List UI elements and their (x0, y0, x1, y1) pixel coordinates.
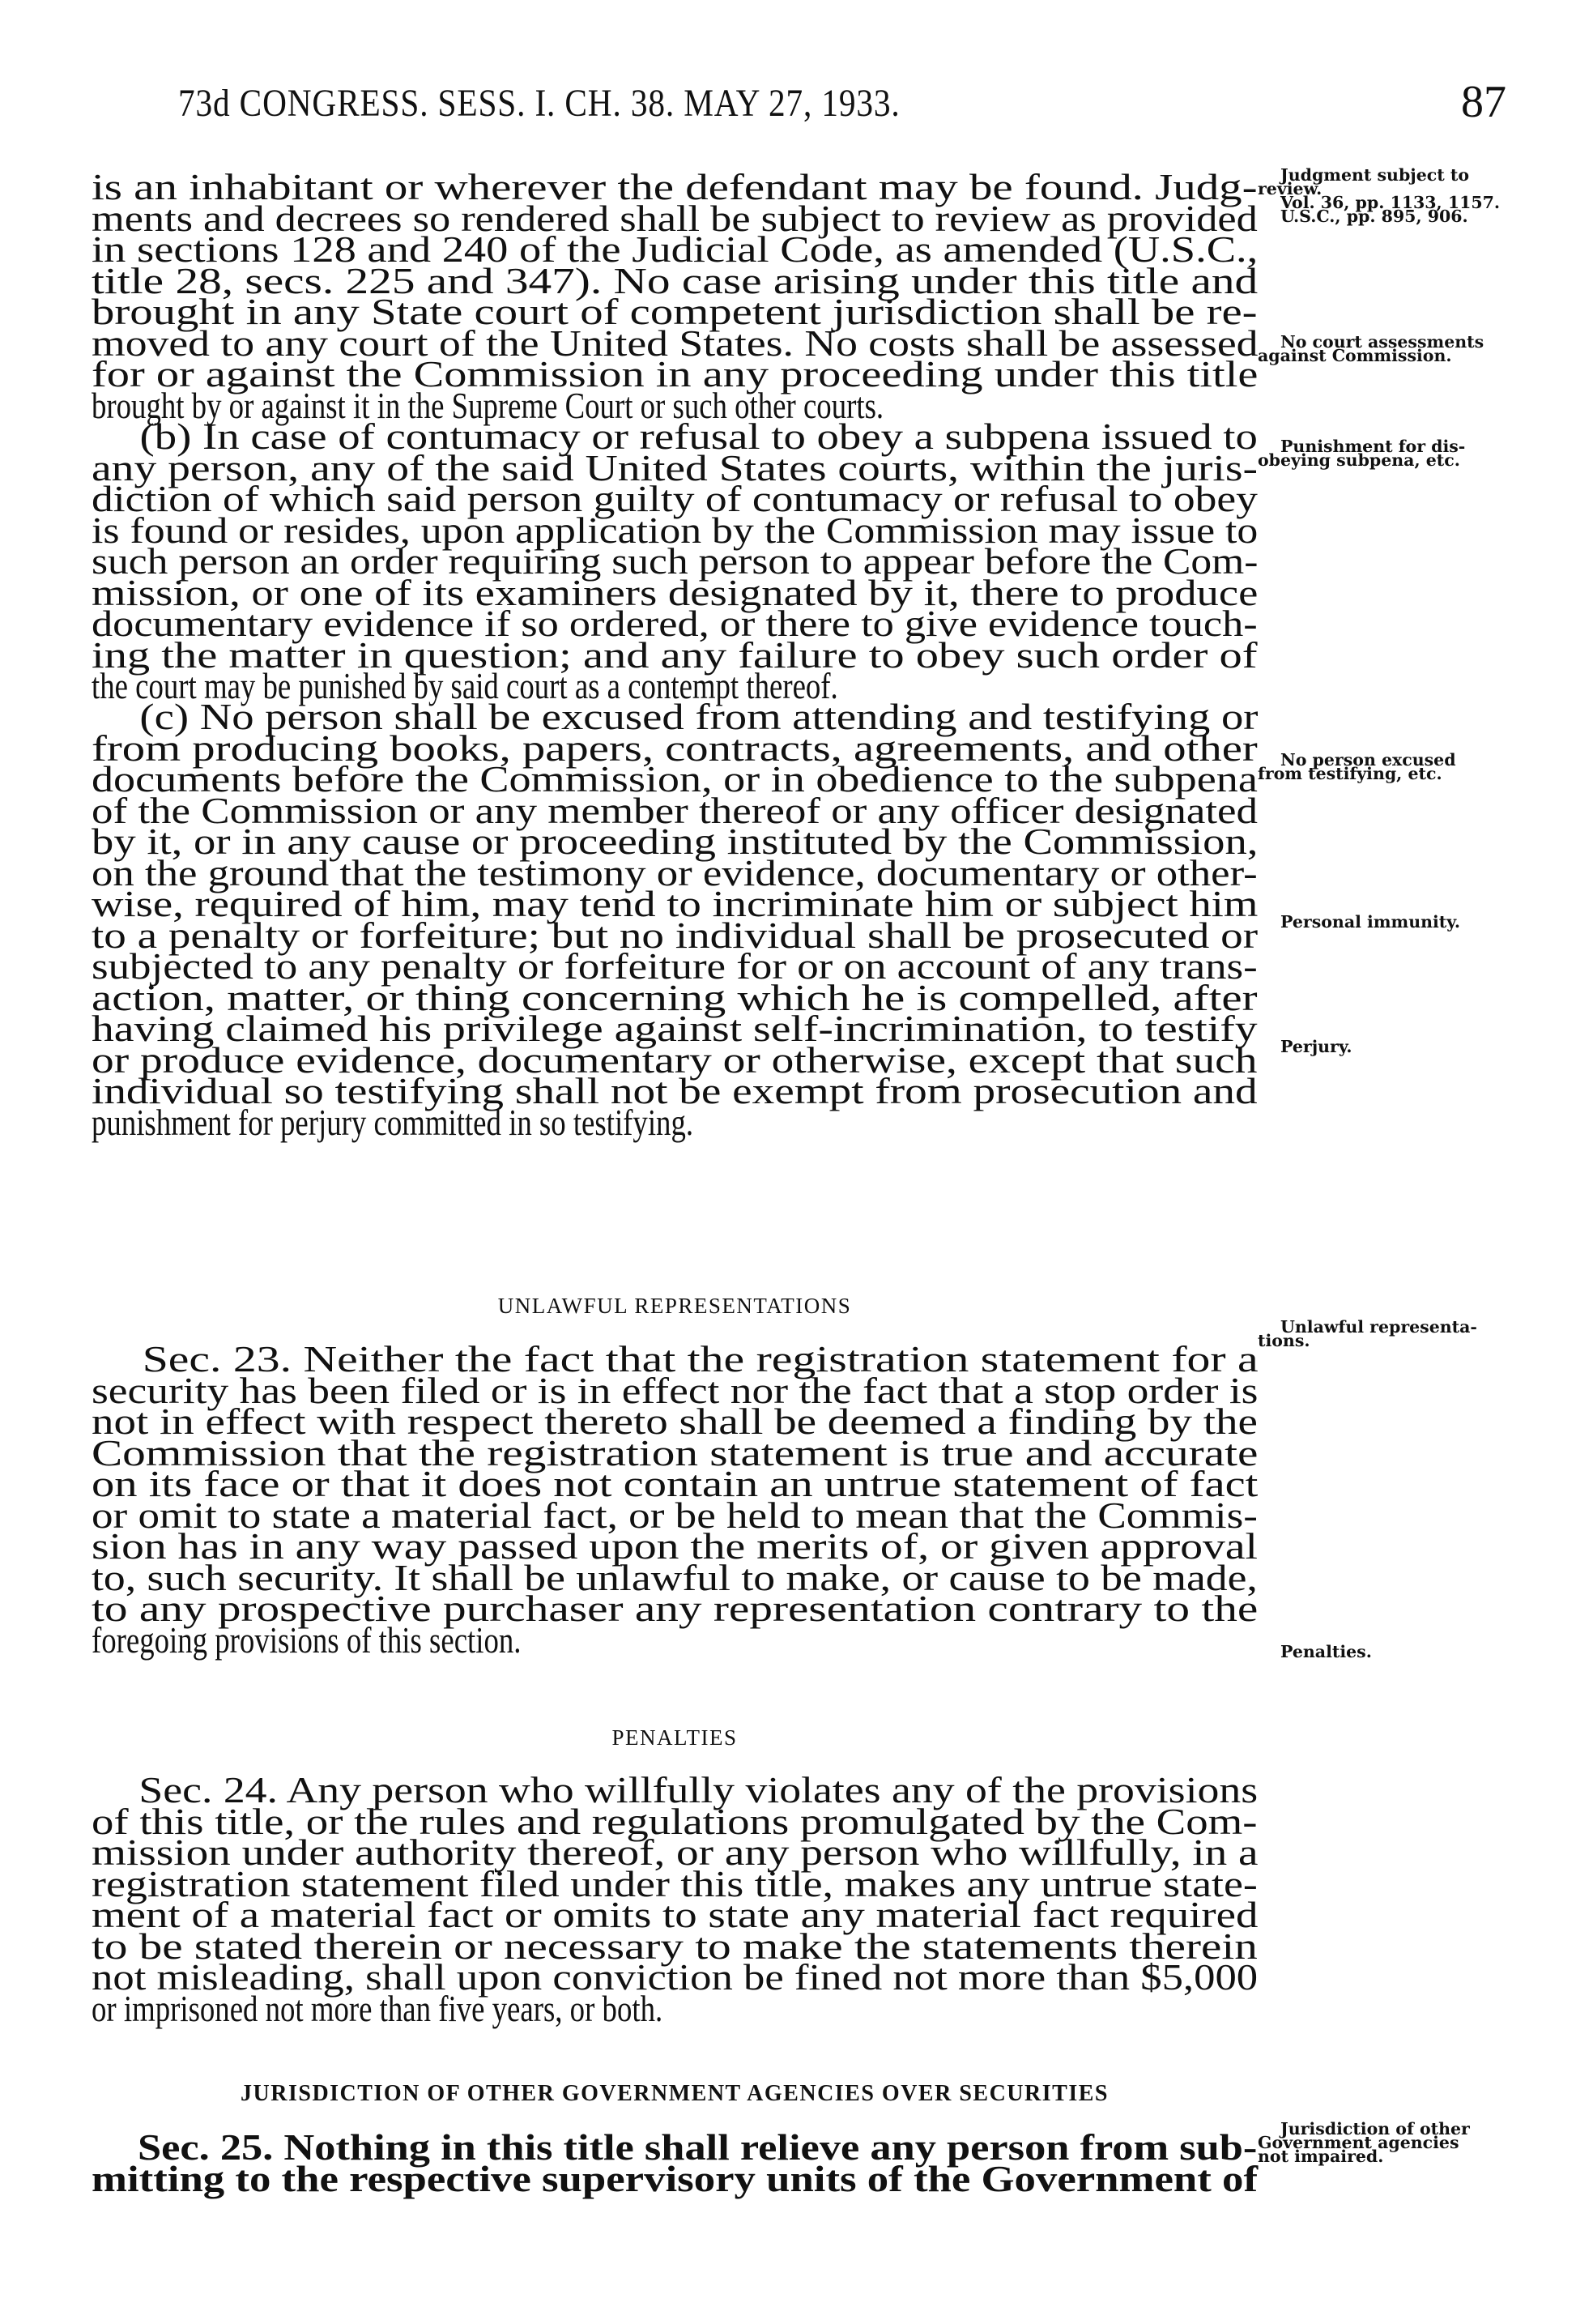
text-line: of this title, or the rules and regulations promulgated by the Com- (92, 1800, 1258, 1842)
margin-note-personal-immunity (1258, 912, 1501, 932)
section-heading-jurisdiction: JURISDICTION OF OTHER GOVERNMENT AGENCIES OVER SECURITIES (241, 2081, 1109, 2106)
text-line: or omit to state a material fact, or be held to mean that the Commis- (92, 1494, 1258, 1536)
text-line: title 28, secs. 225 and 347). No case arising under this title and (92, 259, 1259, 301)
text-line: (b) In case of contumacy or refusal to obey a subpena issued to (139, 416, 1258, 457)
margin-note-penalties (1258, 1642, 1501, 1661)
text-line: (c) No person shall be excused from attending and testifying or (139, 696, 1259, 737)
section-heading-penalties: PENALTIES (611, 1725, 738, 1750)
margin-note-unlawful-representations (1258, 1317, 1501, 1350)
text-line: sion has in any way passed upon the merits of, or given approval (92, 1525, 1258, 1567)
text-line: wise, required of him, may tend to incriminate him or subject him (92, 883, 1259, 924)
text-line: mission, or one of its examiners designated by it, there to produce (92, 571, 1259, 613)
margin-note-line: Vol. 36, pp. 1133, 1157. (1280, 193, 1501, 212)
text-line: Sec. 23. Neither the fact that the registration statement for a (142, 1338, 1259, 1379)
text-line: ments and decrees so rendered shall be subject to review as provided (92, 197, 1258, 239)
margin-note-no-court-assessments (1258, 332, 1501, 365)
text-line: the court may be punished by said court as a contempt thereof. (92, 665, 838, 706)
section-23 (92, 1338, 1259, 1661)
text-line: on the ground that the testimony or evidence, documentary or other- (92, 851, 1258, 893)
text-line: in sections 128 and 240 of the Judicial Code, as amended (U.S.C., (92, 228, 1259, 270)
margin-note-line: obeying subpena, etc. (1258, 450, 1460, 470)
text-line: brought in any State court of competent jurisdiction shall be re- (92, 291, 1258, 332)
margin-note-line: tions. (1258, 1331, 1310, 1350)
text-line: any person, any of the said United States courts, within the juris- (92, 446, 1258, 488)
text-line: foregoing provisions of this section. (92, 1618, 522, 1661)
margin-note-judgment-review (1258, 165, 1501, 226)
text-line: for or against the Commission in any proceeding under this title (92, 353, 1259, 394)
margin-note-line: not impaired. (1258, 2147, 1384, 2166)
text-line: documents before the Commission, or in obedience to the subpena (92, 758, 1258, 800)
margin-note-line: Unlawful representa- (1280, 1317, 1477, 1337)
text-line: Commission that the registration statement is true and accurate (92, 1431, 1259, 1473)
margin-note-jurisdiction (1258, 2119, 1501, 2166)
text-line: documentary evidence if so ordered, or there to give evidence touch- (92, 603, 1258, 644)
text-line: from producing books, papers, contracts, agreements, and other (92, 727, 1258, 769)
text-line: ing the matter in question; and any failure to obey such order of (92, 633, 1258, 676)
subsection-b (92, 416, 1259, 706)
margin-note-line: No court assessments (1280, 332, 1484, 352)
text-line: punishment for perjury committed in so testifying. (92, 1101, 694, 1143)
text-line: to be stated therein or necessary to make the statements therein (92, 1925, 1258, 1967)
margin-note-no-person-excused (1258, 750, 1501, 783)
text-line: to a penalty or forfeiture; but no individual shall be prosecuted or (92, 914, 1259, 956)
text-line: by it, or in any cause or proceeding instituted by the Commission, (92, 821, 1259, 862)
text-line: not in effect with respect thereto shall be deemed a finding by the (92, 1401, 1258, 1442)
text-line: Sec. 25. Nothing in this title shall relieve any person from sub- (137, 2126, 1258, 2168)
section-25 (92, 2126, 1259, 2199)
text-line: not misleading, shall upon conviction be fined not more than $5,000 (92, 1956, 1259, 1998)
text-line: registration statement filed under this title, makes any untrue state- (92, 1862, 1258, 1904)
margin-note-line: Punishment for dis- (1280, 437, 1466, 456)
text-line: ment of a material fact or omits to state any material fact required (92, 1894, 1259, 1935)
text-line: brought by or against it in the Supreme Court or such other courts. (92, 384, 884, 426)
margin-note-line: review. (1258, 179, 1323, 198)
page-number: 87 (1461, 77, 1506, 127)
margin-note-line: against Commission. (1258, 346, 1452, 365)
continuation-paragraph (92, 166, 1259, 426)
text-line: such person an order requiring such person to appear before the Com- (92, 540, 1259, 582)
margin-note-line: U.S.C., pp. 895, 906. (1280, 207, 1468, 226)
subsection-c (92, 696, 1259, 1143)
text-line: subjected to any penalty or forfeiture for or on account of any trans- (92, 945, 1258, 987)
margin-note-line: Judgment subject to (1280, 165, 1469, 185)
text-line: to, such security. It shall be unlawful to make, or cause to be made, (92, 1556, 1258, 1598)
text-line: on its face or that it does not contain an untrue statement of fact (92, 1463, 1259, 1504)
margin-note-line: Government agencies (1258, 2133, 1459, 2152)
text-line: individual so testifying shall not be exempt from prosecution and (92, 1070, 1258, 1111)
margin-note-line: Jurisdiction of other (1280, 2119, 1470, 2139)
margin-note-line: Personal immunity. (1280, 912, 1460, 932)
text-line: moved to any court of the United States. No costs shall be assessed (92, 322, 1259, 364)
margin-note-line: No person excused (1280, 750, 1456, 770)
section-24 (92, 1769, 1259, 2029)
text-line: mission under authority thereof, or any person who willfully, in a (92, 1831, 1259, 1873)
margin-note-line: from testifying, etc. (1258, 764, 1442, 783)
text-line: to any prospective purchaser any representation contrary to the (92, 1588, 1259, 1629)
text-line: security has been filed or is in effect nor the fact that a stop order is (92, 1369, 1259, 1411)
text-line: or produce evidence, documentary or otherwise, except that such (92, 1038, 1258, 1081)
margin-note-line: Perjury. (1280, 1037, 1352, 1056)
text-line: of the Commission or any member thereof or any officer designated (92, 789, 1259, 831)
text-line: is found or resides, upon application by the Commission may issue to (92, 509, 1259, 551)
text-line: mitting to the respective supervisory units of the Government of (92, 2157, 1259, 2199)
margin-note-punishment-subpena (1258, 437, 1501, 470)
text-line: diction of which said person guilty of contumacy or refusal to obey (92, 478, 1258, 519)
margin-note-perjury (1258, 1037, 1501, 1056)
text-line: having claimed his privilege against self-incrimination, to testify (92, 1008, 1258, 1049)
text-line: action, matter, or thing concerning which he is compelled, after (92, 976, 1258, 1018)
running-head: 73d CONGRESS. SESS. I. CH. 38. MAY 27, 1933. (178, 82, 901, 125)
text-line: or imprisoned not more than five years, or both. (92, 1987, 663, 2029)
text-line: Sec. 24. Any person who willfully violates any of the provisions (138, 1769, 1259, 1810)
text-line: is an inhabitant or wherever the defendant may be found. Judg- (92, 166, 1258, 207)
margin-note-line: Penalties. (1280, 1642, 1372, 1661)
section-heading-unlawful-representations: UNLAWFUL REPRESENTATIONS (497, 1294, 852, 1318)
